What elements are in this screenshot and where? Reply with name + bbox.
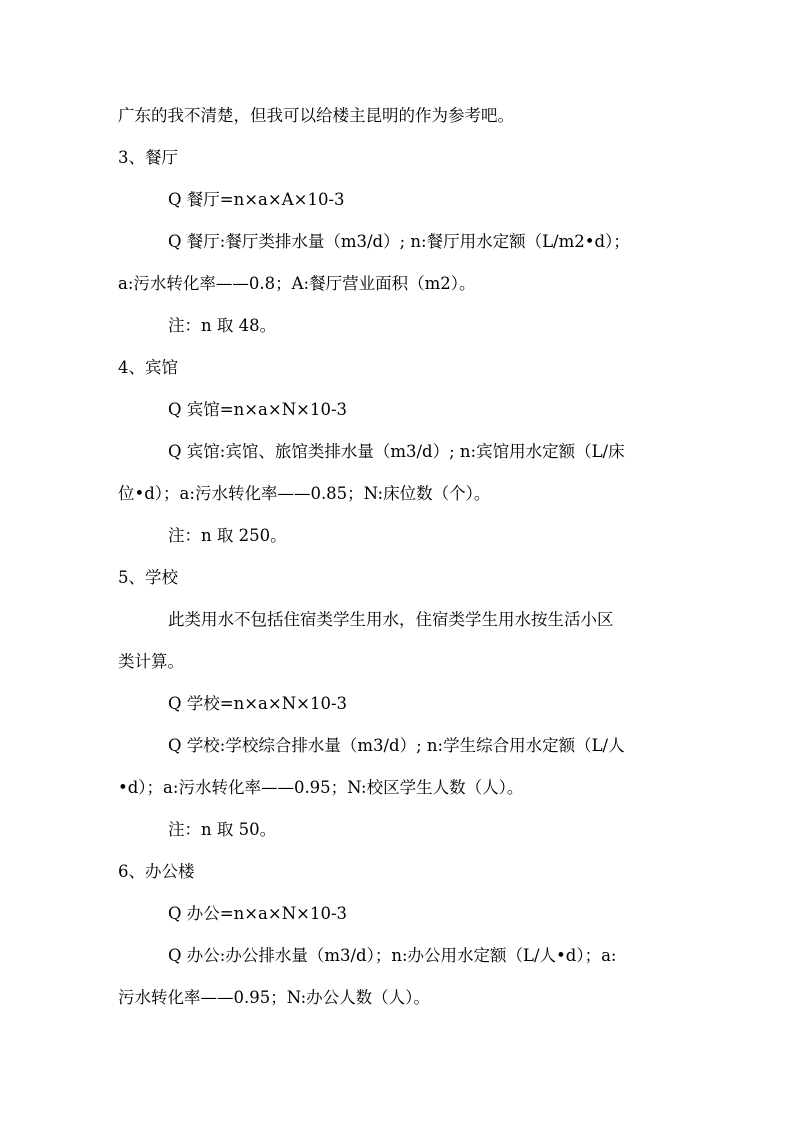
section-heading-hotel: 4、宾馆 [118,358,178,377]
definition-office-line2: 污水转化率——0.95；N:办公人数（人）。 [118,988,430,1007]
definition-hotel-line1: Q 宾馆:宾馆、旅馆类排水量（m3/d）; n:宾馆用水定额（L/床 [168,442,625,461]
definition-restaurant-line2: a:污水转化率——0.8；A:餐厅营业面积（m2）。 [118,274,476,293]
formula-office: Q 办公=n×a×N×10-3 [168,904,348,923]
section-heading-school: 5、学校 [118,568,178,587]
section-heading-office: 6、办公楼 [118,862,195,881]
definition-office-line1: Q 办公:办公排水量（m3/d）；n:办公用水定额（L/人•d）；a: [168,946,617,965]
note-restaurant: 注：n 取 48。 [168,316,277,335]
formula-restaurant: Q 餐厅=n×a×A×10-3 [168,190,345,209]
formula-school: Q 学校=n×a×N×10-3 [168,694,348,713]
definition-school-line1: Q 学校:学校综合排水量（m3/d）; n:学生综合用水定额（L/人 [168,736,625,755]
section-heading-restaurant: 3、餐厅 [118,148,178,167]
definition-restaurant-line1: Q 餐厅:餐厅类排水量（m3/d）; n:餐厅用水定额（L/m2•d）； [168,232,630,251]
note-hotel: 注：n 取 250。 [168,526,287,545]
definition-school-line2: •d）；a:污水转化率——0.95；N:校区学生人数（人）。 [118,778,524,797]
school-description-line2: 类计算。 [118,652,184,671]
definition-hotel-line2: 位•d）；a:污水转化率——0.85；N:床位数（个）。 [118,484,491,503]
school-description-line1: 此类用水不包括住宿类学生用水，住宿类学生用水按生活小区 [168,610,614,629]
formula-hotel: Q 宾馆=n×a×N×10-3 [168,400,348,419]
intro-paragraph: 广东的我不清楚，但我可以给楼主昆明的作为参考吧。 [118,106,514,125]
note-school: 注：n 取 50。 [168,820,277,839]
